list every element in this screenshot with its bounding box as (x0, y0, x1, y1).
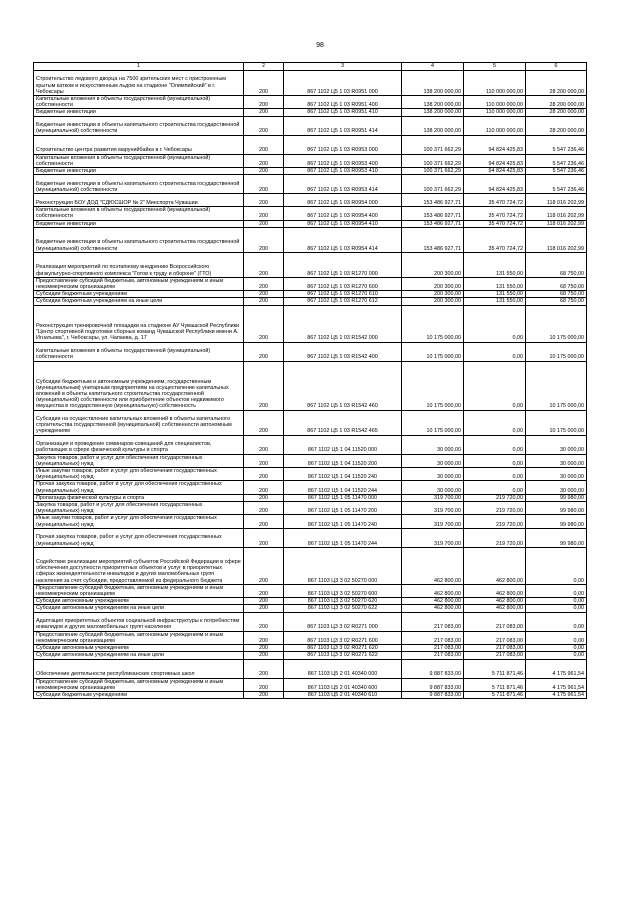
row-amount-federal: 35 470 724,72 (464, 194, 526, 207)
row-admin-code: 200 (244, 612, 284, 631)
table-row (34, 494, 587, 501)
page-number: 98 (316, 42, 324, 49)
column-header: 5 (464, 63, 526, 71)
row-budget-code: 867 1102 Ц5 1 03 R0953 410 (284, 168, 402, 175)
row-amount-federal: 110 000 000,00 (464, 71, 526, 96)
row-admin-code: 200 (244, 502, 284, 515)
row-admin-code: 200 (244, 435, 284, 454)
row-name: Субсидии автономным учреждениям (34, 598, 244, 605)
row-amount-total: 100 371 662,29 (402, 135, 464, 154)
row-amount-total: 30 000,00 (402, 468, 464, 481)
row-admin-code: 200 (244, 645, 284, 652)
table-row (34, 135, 587, 154)
row-amount-federal: 219 720,00 (464, 528, 526, 547)
row-amount-republic: 4 175 961,54 (526, 678, 587, 691)
row-amount-total: 153 486 927,71 (402, 227, 464, 252)
table-row (34, 645, 587, 652)
row-amount-federal: 0,00 (464, 435, 526, 454)
row-name: Бюджетные инвестиции (34, 109, 244, 116)
table-row (34, 207, 587, 220)
row-amount-federal: 462 800,00 (464, 598, 526, 605)
table-row (34, 116, 587, 135)
row-name: Субсидии бюджетным и автономным учреждениям, государственным (муниципальным) унитарным предприятиям на осуществление капитальных вложений в объекты капитального строительства государственной (муниципальной) собственности или приобретение объектов недвижимого имущества в государственную (муниципальную) собственность (34, 361, 244, 410)
row-name: Субсидии автономным учреждениям (34, 645, 244, 652)
row-amount-republic: 118 016 202,99 (526, 207, 587, 220)
row-name: Субсидии автономным учреждениям на иные цели (34, 652, 244, 659)
row-name: Капитальные вложения в объекты государственной (муниципальной) собственности (34, 342, 244, 361)
row-admin-code: 200 (244, 605, 284, 612)
row-budget-code: 867 1102 Ц5 1 03 R1270 612 (284, 298, 402, 305)
row-amount-republic: 0,00 (526, 598, 587, 605)
row-amount-republic: 5 547 236,46 (526, 175, 587, 194)
row-admin-code: 200 (244, 252, 284, 277)
row-name: Пропаганда физической культуры и спорта (34, 494, 244, 501)
row-amount-federal: 462 800,00 (464, 547, 526, 584)
row-name: Субсидии бюджетным учреждениям на иные цели (34, 298, 244, 305)
row-amount-republic: 30 000,00 (526, 435, 587, 454)
row-admin-code: 200 (244, 547, 284, 584)
row-amount-federal: 462 800,00 (464, 605, 526, 612)
row-name: Закупка товаров, работ и услуг для обеспечения государственных (муниципальных) нужд (34, 502, 244, 515)
table-row (34, 631, 587, 644)
row-amount-total: 10 175 000,00 (402, 361, 464, 410)
row-amount-total: 138 200 000,00 (402, 96, 464, 109)
column-number-row (34, 63, 587, 71)
table-row (34, 678, 587, 691)
row-amount-total: 153 486 927,71 (402, 194, 464, 207)
row-amount-federal: 219 720,00 (464, 494, 526, 501)
row-budget-code: 867 1103 Ц3 3 02 R0271 000 (284, 612, 402, 631)
row-name: Бюджетные инвестиции в объекты капитального строительства государственной (муниципальной) собственности (34, 116, 244, 135)
row-amount-republic: 30 000,00 (526, 454, 587, 467)
row-amount-total: 200 300,00 (402, 252, 464, 277)
row-budget-code: 867 1102 Ц5 1 03 R0951 414 (284, 116, 402, 135)
row-budget-code: 867 1102 Ц5 1 03 R0951 410 (284, 109, 402, 116)
row-amount-republic: 4 175 961,54 (526, 691, 587, 698)
row-amount-federal: 0,00 (464, 468, 526, 481)
row-admin-code: 200 (244, 207, 284, 220)
row-amount-federal: 0,00 (464, 342, 526, 361)
row-name: Субсидии бюджетным учреждениям (34, 291, 244, 298)
row-admin-code: 200 (244, 584, 284, 597)
row-budget-code: 867 1102 Ц5 1 03 R0953 400 (284, 154, 402, 167)
row-amount-republic: 0,00 (526, 612, 587, 631)
row-amount-federal: 35 470 724,72 (464, 220, 526, 227)
row-amount-total: 100 371 662,29 (402, 168, 464, 175)
row-amount-republic: 28 200 000,00 (526, 109, 587, 116)
table-row (34, 659, 587, 678)
row-amount-republic: 68 750,00 (526, 252, 587, 277)
table-row (34, 194, 587, 207)
row-amount-federal: 94 824 425,83 (464, 175, 526, 194)
table-row (34, 528, 587, 547)
row-amount-total: 200 300,00 (402, 298, 464, 305)
row-amount-republic: 10 175 000,00 (526, 305, 587, 342)
row-admin-code: 200 (244, 71, 284, 96)
table-row (34, 435, 587, 454)
row-name: Субсидии бюджетным учреждениям (34, 691, 244, 698)
table-row (34, 515, 587, 528)
row-admin-code: 200 (244, 194, 284, 207)
row-name: Обеспечение деятельности республиканских спортивных школ (34, 659, 244, 678)
row-amount-republic: 28 200 000,00 (526, 71, 587, 96)
row-budget-code: 867 1102 Ц5 1 04 11520 240 (284, 468, 402, 481)
table-row (34, 305, 587, 342)
row-amount-federal: 0,00 (464, 481, 526, 494)
table-row (34, 291, 587, 298)
row-admin-code: 200 (244, 109, 284, 116)
row-name: Реализация мероприятий по поэтапному внедрению Всероссийского физкультурно-спортивного комплекса "Готов к труду и обороне" (ГТО) (34, 252, 244, 277)
row-amount-republic: 28 200 000,00 (526, 96, 587, 109)
row-amount-republic: 10 175 000,00 (526, 410, 587, 435)
row-amount-republic: 0,00 (526, 547, 587, 584)
row-amount-total: 30 000,00 (402, 481, 464, 494)
row-name: Предоставление субсидий бюджетным, автономным учреждениям и иным некоммерческим организациям (34, 584, 244, 597)
row-name: Реконструкция БОУ ДОД "СДЮСШОР № 2" Минспорта Чувашии (34, 194, 244, 207)
row-amount-total: 9 887 833,00 (402, 659, 464, 678)
column-header: 6 (526, 63, 587, 71)
row-admin-code: 200 (244, 652, 284, 659)
row-amount-federal: 219 720,00 (464, 515, 526, 528)
row-amount-total: 462 800,00 (402, 605, 464, 612)
row-amount-total: 9 887 833,00 (402, 678, 464, 691)
row-amount-republic: 118 016 202,99 (526, 194, 587, 207)
row-name: Прочая закупка товаров, работ и услуг для обеспечения государственных (муниципальных) нужд (34, 481, 244, 494)
row-amount-republic: 4 175 961,54 (526, 659, 587, 678)
row-amount-federal: 0,00 (464, 361, 526, 410)
row-name: Иные закупки товаров, работ и услуг для обеспечения государственных (муниципальных) нужд (34, 515, 244, 528)
row-budget-code: 867 1102 Ц5 1 04 11520 244 (284, 481, 402, 494)
row-budget-code: 867 1102 Ц5 1 03 R0951 400 (284, 96, 402, 109)
row-amount-federal: 0,00 (464, 410, 526, 435)
table-row (34, 612, 587, 631)
row-amount-federal: 462 800,00 (464, 584, 526, 597)
table-row (34, 361, 587, 410)
row-name: Содействие реализации мероприятий субъектов Российской Федерации в сфере обеспечения доступности приоритетных объектов и услуг в приоритетных сферах жизнедеятельности инвалидов и других маломобильных групп населения за счет субсидии, предоставляемой из федерального бюджета (34, 547, 244, 584)
row-budget-code: 867 1102 Ц5 1 03 R1542 000 (284, 305, 402, 342)
row-name: Капитальные вложения в объекты государственной (муниципальной) собственности (34, 154, 244, 167)
row-name: Предоставление субсидий бюджетным, автономным учреждениям и иным некоммерческим организациям (34, 678, 244, 691)
row-name: Иные закупки товаров, работ и услуг для обеспечения государственных (муниципальных) нужд (34, 468, 244, 481)
row-amount-total: 10 175 000,00 (402, 342, 464, 361)
row-budget-code: 867 1103 Ц3 3 02 R0271 622 (284, 652, 402, 659)
row-budget-code: 867 1103 Ц3 3 02 50270 622 (284, 605, 402, 612)
table-row (34, 168, 587, 175)
row-amount-republic: 10 175 000,00 (526, 361, 587, 410)
row-admin-code: 200 (244, 96, 284, 109)
row-admin-code: 200 (244, 291, 284, 298)
column-header: 3 (284, 63, 402, 71)
row-name: Бюджетные инвестиции (34, 168, 244, 175)
row-name: Бюджетные инвестиции в объекты капитального строительства государственной (муниципальной) собственности (34, 227, 244, 252)
row-amount-federal: 110 000 000,00 (464, 116, 526, 135)
table-row (34, 605, 587, 612)
row-amount-federal: 217 083,00 (464, 645, 526, 652)
row-budget-code: 867 1102 Ц5 1 05 11470 244 (284, 528, 402, 547)
row-amount-republic: 5 547 236,46 (526, 168, 587, 175)
row-admin-code: 200 (244, 154, 284, 167)
row-amount-republic: 99 980,00 (526, 515, 587, 528)
column-header: 2 (244, 63, 284, 71)
table-row (34, 175, 587, 194)
row-amount-republic: 68 750,00 (526, 291, 587, 298)
row-amount-republic: 0,00 (526, 631, 587, 644)
row-amount-federal: 94 824 425,83 (464, 135, 526, 154)
row-amount-republic: 0,00 (526, 584, 587, 597)
row-amount-republic: 0,00 (526, 645, 587, 652)
row-amount-total: 30 000,00 (402, 454, 464, 467)
column-header: 4 (402, 63, 464, 71)
row-budget-code: 867 1102 Ц5 1 03 R0951 000 (284, 71, 402, 96)
row-name: Бюджетные инвестиции в объекты капитального строительства государственной (муниципальной) собственности (34, 175, 244, 194)
row-budget-code: 867 1102 Ц5 1 03 R0954 000 (284, 194, 402, 207)
row-budget-code: 867 1102 Ц5 1 05 11470 200 (284, 502, 402, 515)
row-amount-federal: 131 550,00 (464, 298, 526, 305)
row-amount-republic: 30 000,00 (526, 481, 587, 494)
row-amount-total: 319 700,00 (402, 502, 464, 515)
row-amount-republic: 118 016 202,99 (526, 227, 587, 252)
row-amount-republic: 5 547 236,46 (526, 154, 587, 167)
row-amount-total: 319 700,00 (402, 528, 464, 547)
row-amount-total: 462 800,00 (402, 598, 464, 605)
row-amount-total: 153 486 927,71 (402, 207, 464, 220)
row-amount-total: 217 083,00 (402, 631, 464, 644)
row-amount-federal: 0,00 (464, 454, 526, 467)
row-amount-total: 30 000,00 (402, 435, 464, 454)
row-budget-code: 867 1102 Ц5 1 03 R1270 610 (284, 291, 402, 298)
row-budget-code: 867 1103 Ц3 3 02 R0271 620 (284, 645, 402, 652)
row-admin-code: 200 (244, 481, 284, 494)
table-row (34, 277, 587, 290)
row-amount-republic: 0,00 (526, 605, 587, 612)
row-admin-code: 200 (244, 678, 284, 691)
table-row (34, 652, 587, 659)
row-amount-total: 10 175 000,00 (402, 410, 464, 435)
row-amount-total: 138 200 000,00 (402, 71, 464, 96)
table-row (34, 109, 587, 116)
table-row (34, 342, 587, 361)
row-amount-republic: 99 980,00 (526, 494, 587, 501)
row-amount-federal: 217 083,00 (464, 652, 526, 659)
row-budget-code: 867 1103 Ц3 3 02 R0271 600 (284, 631, 402, 644)
row-amount-federal: 131 550,00 (464, 277, 526, 290)
row-name: Прочая закупка товаров, работ и услуг для обеспечения государственных (муниципальных) нужд (34, 528, 244, 547)
row-amount-federal: 131 550,00 (464, 252, 526, 277)
row-amount-republic: 68 750,00 (526, 298, 587, 305)
row-budget-code: 867 1103 Ц5 2 01 40340 600 (284, 678, 402, 691)
table-row (34, 481, 587, 494)
row-amount-federal: 217 083,00 (464, 612, 526, 631)
row-admin-code: 200 (244, 342, 284, 361)
table-row (34, 584, 587, 597)
row-admin-code: 200 (244, 361, 284, 410)
table-row (34, 71, 587, 96)
row-admin-code: 200 (244, 598, 284, 605)
row-amount-federal: 131 550,00 (464, 291, 526, 298)
row-admin-code: 200 (244, 468, 284, 481)
row-budget-code: 867 1103 Ц3 3 02 50270 000 (284, 547, 402, 584)
row-name: Закупка товаров, работ и услуг для обеспечения государственных (муниципальных) нужд (34, 454, 244, 467)
row-amount-republic: 68 750,00 (526, 277, 587, 290)
row-budget-code: 867 1102 Ц5 1 03 R0954 410 (284, 220, 402, 227)
row-budget-code: 867 1102 Ц5 1 03 R0953 414 (284, 175, 402, 194)
row-name: Бюджетные инвестиции (34, 220, 244, 227)
table-row (34, 502, 587, 515)
table-row (34, 220, 587, 227)
table-row (34, 598, 587, 605)
row-admin-code: 200 (244, 528, 284, 547)
table-row (34, 691, 587, 698)
row-amount-total: 462 800,00 (402, 547, 464, 584)
row-amount-total: 462 800,00 (402, 584, 464, 597)
row-amount-republic: 99 980,00 (526, 528, 587, 547)
row-amount-republic: 99 980,00 (526, 502, 587, 515)
row-name: Реконструкция тренировочной площадки на стадионе АУ Чувашской Республики "Центр спортивной подготовки сборных команд Чувашской Республики имени А. Игнатьева", г. Чебоксары, ул. Чапаева, д. 17 (34, 305, 244, 342)
row-amount-total: 217 083,00 (402, 652, 464, 659)
row-amount-total: 9 887 833,00 (402, 691, 464, 698)
row-name: Субсидии автономным учреждениям на иные цели (34, 605, 244, 612)
row-amount-federal: 110 000 000,00 (464, 96, 526, 109)
row-amount-federal: 217 083,00 (464, 631, 526, 644)
table-row (34, 410, 587, 435)
row-budget-code: 867 1102 Ц5 1 05 11470 240 (284, 515, 402, 528)
table-row (34, 227, 587, 252)
table-row (34, 547, 587, 584)
row-budget-code: 867 1102 Ц5 1 03 R0954 414 (284, 227, 402, 252)
row-name: Организация и проведение семинаров-совещаний для специалистов, работающих в сфере физической культуры и спорта (34, 435, 244, 454)
row-amount-republic: 28 200 000,00 (526, 116, 587, 135)
row-name: Капитальные вложения в объекты государственной (муниципальной) собственности (34, 207, 244, 220)
row-amount-total: 138 200 000,00 (402, 116, 464, 135)
row-amount-total: 100 371 662,29 (402, 175, 464, 194)
row-amount-total: 153 486 927,71 (402, 220, 464, 227)
table-row (34, 298, 587, 305)
row-amount-total: 200 300,00 (402, 291, 464, 298)
column-header: 1 (34, 63, 244, 71)
row-name: Субсидии на осуществление капитальных вложений в объекты капитального строительства государственной (муниципальной) собственности автономным учреждениям (34, 410, 244, 435)
row-admin-code: 200 (244, 305, 284, 342)
row-admin-code: 200 (244, 277, 284, 290)
row-amount-total: 100 371 662,29 (402, 154, 464, 167)
table-row (34, 454, 587, 467)
row-name: Строительство центра развития марунийбайка в г. Чебоксары (34, 135, 244, 154)
row-admin-code: 200 (244, 515, 284, 528)
row-budget-code: 867 1102 Ц5 1 03 R0953 000 (284, 135, 402, 154)
row-amount-total: 10 175 000,00 (402, 305, 464, 342)
row-name: Капитальные вложения в объекты государственной (муниципальной) собственности (34, 96, 244, 109)
row-amount-total: 217 083,00 (402, 645, 464, 652)
row-budget-code: 867 1103 Ц3 3 02 50270 620 (284, 598, 402, 605)
table-row (34, 96, 587, 109)
row-budget-code: 867 1102 Ц5 1 03 R1542 465 (284, 410, 402, 435)
row-amount-total: 319 700,00 (402, 494, 464, 501)
table-row (34, 468, 587, 481)
row-budget-code: 867 1102 Ц5 1 05 11470 000 (284, 494, 402, 501)
row-amount-federal: 219 720,00 (464, 502, 526, 515)
budget-table (33, 62, 587, 699)
row-amount-total: 217 083,00 (402, 612, 464, 631)
row-budget-code: 867 1102 Ц5 1 04 11520 000 (284, 435, 402, 454)
row-budget-code: 867 1103 Ц5 2 01 40340 000 (284, 659, 402, 678)
row-budget-code: 867 1103 Ц5 2 01 40340 610 (284, 691, 402, 698)
row-admin-code: 200 (244, 175, 284, 194)
row-amount-federal: 94 824 425,83 (464, 168, 526, 175)
row-admin-code: 200 (244, 659, 284, 678)
row-amount-total: 138 200 000,00 (402, 109, 464, 116)
table-row (34, 252, 587, 277)
row-admin-code: 200 (244, 691, 284, 698)
row-amount-federal: 5 711 871,46 (464, 691, 526, 698)
row-amount-republic: 10 175 000,00 (526, 342, 587, 361)
row-admin-code: 200 (244, 454, 284, 467)
row-budget-code: 867 1102 Ц5 1 04 11520 200 (284, 454, 402, 467)
row-budget-code: 867 1103 Ц3 3 02 50270 600 (284, 584, 402, 597)
row-budget-code: 867 1102 Ц5 1 03 R1270 600 (284, 277, 402, 290)
row-amount-federal: 0,00 (464, 305, 526, 342)
row-amount-republic: 118 016 202,99 (526, 220, 587, 227)
table-row (34, 154, 587, 167)
row-amount-federal: 35 470 724,72 (464, 207, 526, 220)
row-admin-code: 200 (244, 298, 284, 305)
row-admin-code: 200 (244, 116, 284, 135)
row-amount-federal: 35 470 724,72 (464, 227, 526, 252)
row-budget-code: 867 1102 Ц5 1 03 R1542 460 (284, 361, 402, 410)
row-admin-code: 200 (244, 631, 284, 644)
row-budget-code: 867 1102 Ц5 1 03 R0954 400 (284, 207, 402, 220)
row-name: Строительство ледового дворца на 7500 зрительских мест с пристроенным крытым катком и искусственным льдом на стадионе "Олимпийский" в г. Чебоксары (34, 71, 244, 96)
row-amount-federal: 5 711 871,46 (464, 678, 526, 691)
row-amount-total: 319 700,00 (402, 515, 464, 528)
row-amount-federal: 94 824 425,83 (464, 154, 526, 167)
row-admin-code: 200 (244, 220, 284, 227)
row-amount-republic: 5 547 236,46 (526, 135, 587, 154)
row-amount-federal: 5 711 871,46 (464, 659, 526, 678)
row-budget-code: 867 1102 Ц5 1 03 R1270 000 (284, 252, 402, 277)
row-name: Адаптация приоритетных объектов социальной инфраструктуры к потребностям инвалидов и других маломобильных групп населения (34, 612, 244, 631)
row-amount-republic: 30 000,00 (526, 468, 587, 481)
row-amount-total: 200 300,00 (402, 277, 464, 290)
row-name: Предоставление субсидий бюджетным, автономным учреждениям и иным некоммерческим организациям (34, 631, 244, 644)
row-amount-federal: 110 000 000,00 (464, 109, 526, 116)
row-admin-code: 200 (244, 494, 284, 501)
row-budget-code: 867 1102 Ц5 1 03 R1542 400 (284, 342, 402, 361)
row-admin-code: 200 (244, 168, 284, 175)
row-admin-code: 200 (244, 410, 284, 435)
row-name: Предоставление субсидий бюджетным, автономным учреждениям и иным некоммерческим организациям (34, 277, 244, 290)
row-admin-code: 200 (244, 135, 284, 154)
row-amount-republic: 0,00 (526, 652, 587, 659)
row-admin-code: 200 (244, 227, 284, 252)
